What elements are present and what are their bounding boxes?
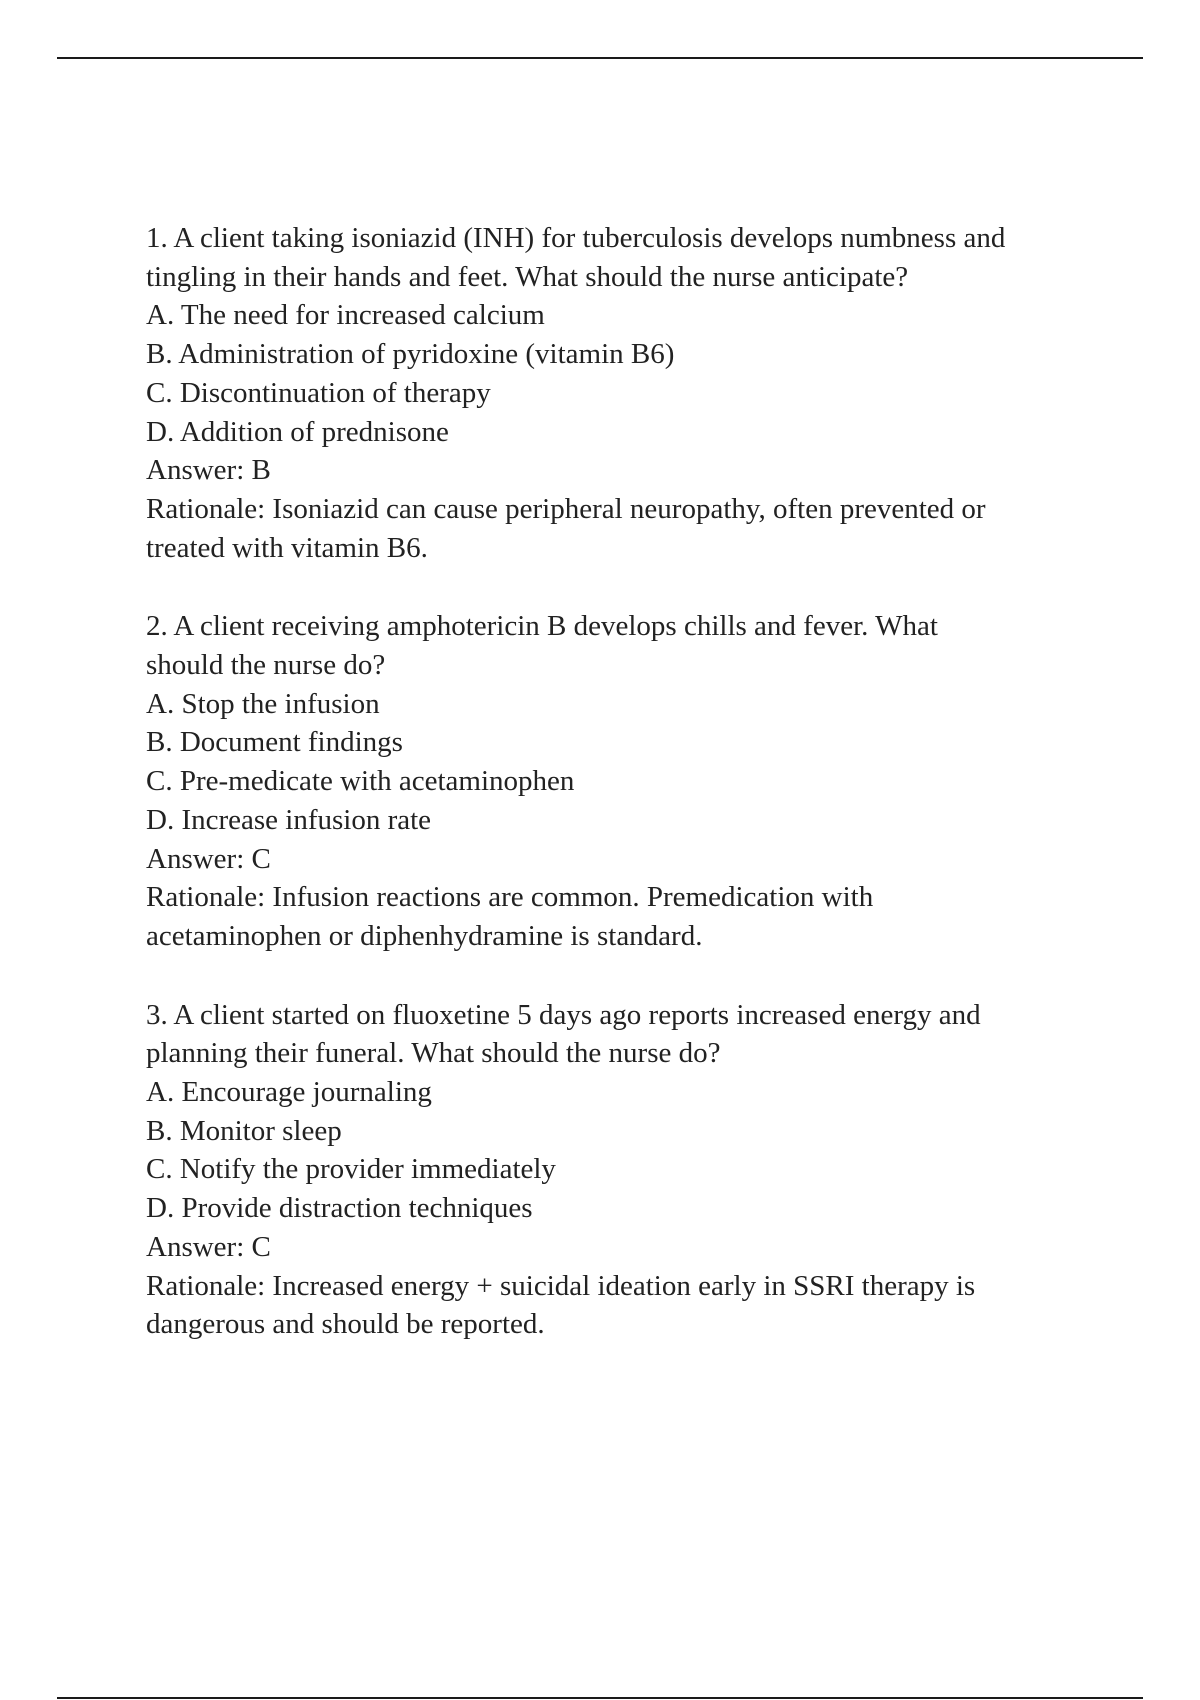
- answer-key: Answer: C: [146, 1230, 271, 1263]
- question-stem: 2. A client receiving amphotericin B develops chills and fever. What should the nurse do?: [146, 610, 938, 682]
- option-c: C. Discontinuation of therapy: [146, 376, 491, 409]
- question-2: [146, 607, 1006, 955]
- question-stem: 1. A client taking isoniazid (INH) for tuberculosis develops numbness and tingling in their hands and feet. What should the nurse anticipate?: [146, 222, 1006, 293]
- option-d: D. Provide distraction techniques: [146, 1192, 533, 1225]
- question-list: [146, 219, 1006, 1384]
- footer-rule: [57, 1697, 1143, 1699]
- option-a: A. The need for increased calcium: [146, 299, 545, 332]
- answer-options: [146, 1073, 1006, 1228]
- option-b: B. Document findings: [146, 726, 403, 759]
- answer-options: [146, 296, 1006, 451]
- option-d: D. Addition of prednisone: [146, 415, 449, 448]
- option-c: C. Pre-medicate with acetaminophen: [146, 765, 575, 798]
- question-3: [146, 996, 1006, 1344]
- answer-key: Answer: C: [146, 842, 271, 875]
- answer-options: [146, 685, 1006, 840]
- option-b: B. Administration of pyridoxine (vitamin B6): [146, 338, 675, 371]
- option-a: A. Encourage journaling: [146, 1076, 432, 1109]
- header-rule: [57, 57, 1143, 59]
- option-a: A. Stop the infusion: [146, 687, 380, 720]
- rationale: Rationale: Increased energy + suicidal ideation early in SSRI therapy is dangerous and should be reported.: [146, 1269, 976, 1341]
- question-1: [146, 219, 1006, 567]
- option-c: C. Notify the provider immediately: [146, 1153, 556, 1186]
- answer-key: Answer: B: [146, 454, 271, 487]
- rationale: Rationale: Isoniazid can cause peripheral neuropathy, often prevented or treated with vitamin B6.: [146, 492, 986, 564]
- option-b: B. Monitor sleep: [146, 1114, 342, 1147]
- rationale: Rationale: Infusion reactions are common. Premedication with acetaminophen or diphenhydramine is standard.: [146, 881, 874, 952]
- option-d: D. Increase infusion rate: [146, 803, 432, 836]
- question-stem: 3. A client started on fluoxetine 5 days ago reports increased energy and planning their funeral. What should the nurse do?: [146, 998, 981, 1070]
